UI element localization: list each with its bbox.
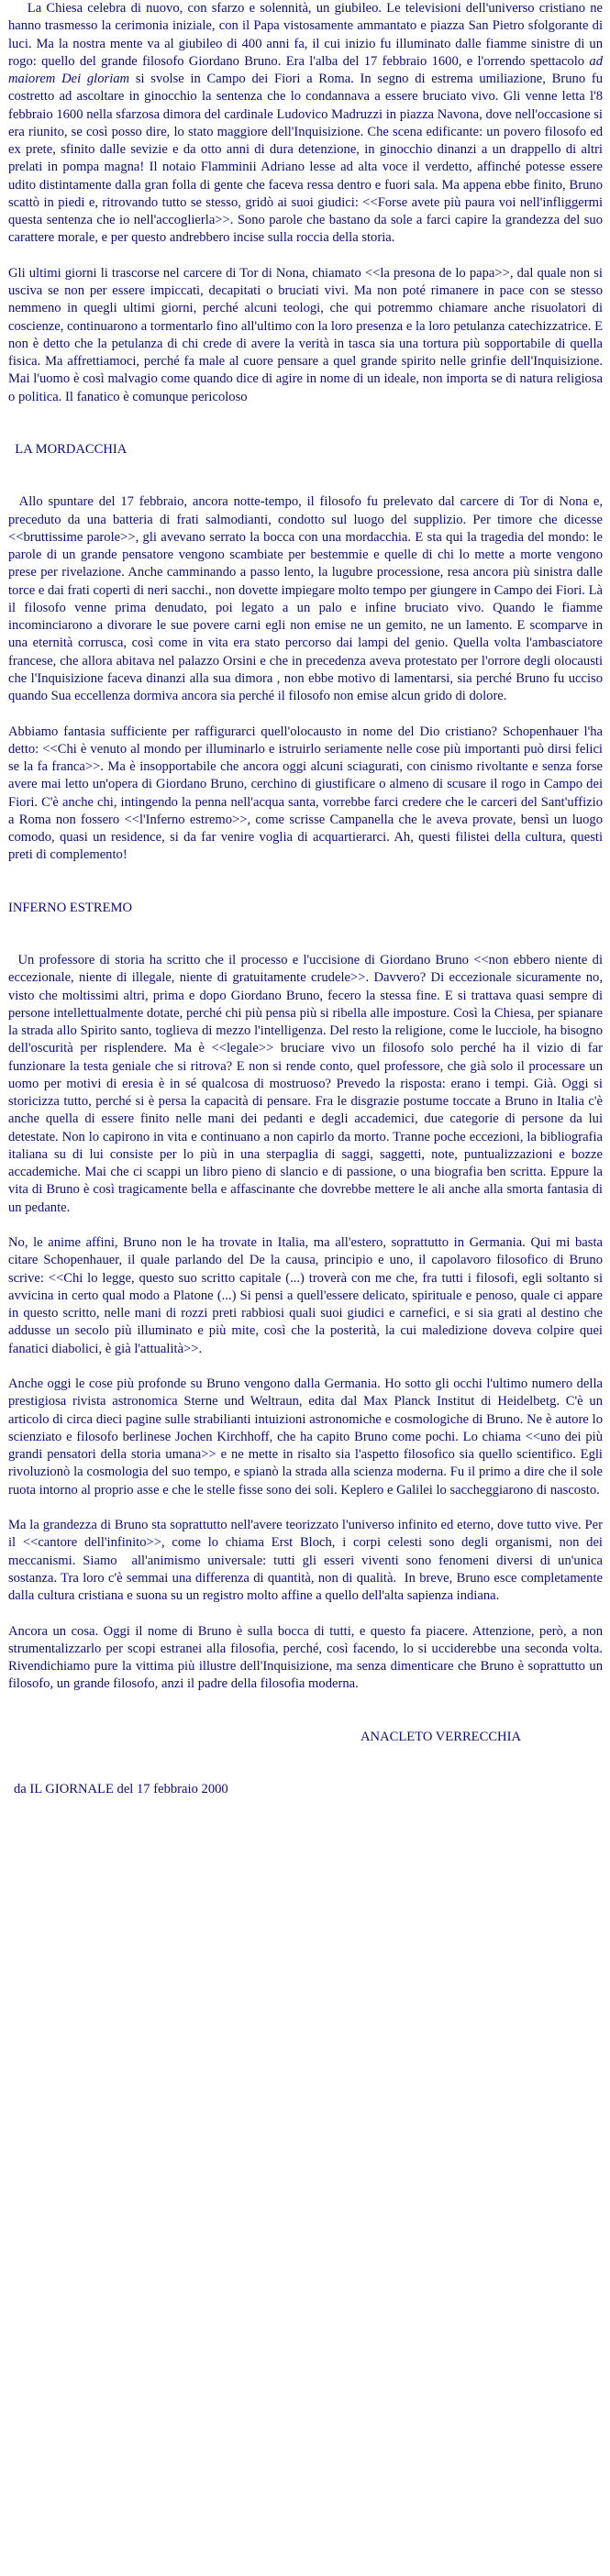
inferno-paragraph-4: Ma la grandezza di Bruno sta soprattutto nell'avere teorizzato l'universo infinito ed eterno, dove tutto vive. Per il <<cantore dell'infinito>>, come lo chiama Erst Bloch, i corpi celesti sono degli organismi, non dei meccanismi. Siamo all'animismo universale: tutti gli esseri viventi sono fenomeni diversi di un'unica sostanza. Tra loro c'è semmai una differenza di quantità, non di qualità. In breve, Bruno esce completamente dalla cultura cristiana e suona su un registro molto affine a quello dell'alta sapienza indiana. [8,1518,606,1603]
mordacchia-paragraph-1: Allo spuntare del 17 febbraio, ancora notte-tempo, il filosofo fu prelevato dal carcere di Tor di Nona e, preceduto da una batteria di frati salmodianti, condotto sul luogo del supplizio. Per timore che dicesse <<bruttissime parole>>, gli avevano serrato la bocca con una mordacchia. E sta qui la tragedia del mondo: le parole di un grande pensatore vengono scambiate per bestemmie e quelle di chi lo mette a morte vengono prese per rivelazione. Anche camminando a passo lento, la lugubre processione, resa ancora più sinistra dalle torce e dai frati coperti di neri sacchi., non dovette impiegare molto tempo per giungere in Campo dei Fiori. Là il filosofo venne prima denudato, poi legato a un palo e infine bruciato vivo. Quando le fiamme incominciarono a divorare le sue povere carni egli non emise ne un gemito, ne un lamento. E scomparve in una eternità corrusca, così come in vita era stato percorso dai lampi del genio. Quella volta l'ambasciatore francese, che allora abitava nel palazzo Orsini e che in precedenza aveva protestato per l'orrore degli olocausti che l'Inquisizione faceva dinanzi alla sua dimora , non ebbe motivo di lamentarsi, sia perché Bruno fu ucciso quando Sua eccellenza dormiva ancora sia perché il filosofo non emise alcun grido di dolore. [8,494,606,703]
section-heading-inferno-estremo: INFERNO ESTREMO [8,900,132,915]
mordacchia-paragraph-2: Abbiamo fantasia sufficiente per raffigurarci quell'olocausto in nome del Dio cristiano? Schopenhauer l'ha detto: <<Chi è venuto al mondo per illuminarlo e istruirlo seriamente nelle cose più importanti può dirsi felici se la fa franca>>. Ma è insopportabile che ancora oggi alcuni sciagurati, con cinismo rivoltante e senza forse avere mai letto un'opera di Giordano Bruno, cerchino di giustificare o almeno di scusare il rogo in Campo dei Fiori. C'è anche chi, intingendo la penna nell'acqua santa, vorrebbe farci credere che le carceri del Sant'uffizio a Roma non fossero <<l'Inferno estremo>>, come scrisse Campanella che le aveva provate, bensì un luogo comodo, quasi un residence, si da far venire voglia di acquartierarci. Ah, questi filistei della cultura, questi preti di complemento! [8,724,603,863]
inferno-paragraph-1: Un professore di storia ha scritto che il processo e l'uccisione di Giordano Bruno <<non ebbero niente di eccezionale, niente di illegale, niente di gratuitamente crudele>>. Davvero? Di eccezionale sicuramente no, visto che moltissimi altri, prima e dopo Giordano Bruno, fecero la stessa fine. E si trattava quasi sempre di persone intellettualmente dotate, perché chi più pensa più si ribella alle imposture. Così la Chiesa, per spianare la strada allo Spirito santo, toglieva di mezzo l'intelligenza. Del resto la religione, come le lucciole, ha bisogno dell'oscurità per risplendere. Ma è <<legale>> bruciare vivo un filosofo solo perché ha il vizio di far funzionare la testa geniale che si ritrova? E non si rende conto, quel professore, che già solo il processare un uomo per motivi di eresia è in sé qualcosa di mostruoso? Prevedo la risposta: erano i tempi. Già. Oggi si storicizza tutto, perché si è persa la capacità di pensare. Fra le disgrazie postume toccate a Bruno in Italia c'è anche quella di essere finito nelle mani dei pedanti e degli accademici, due categorie di persone da lui detestate. Non lo capirono in vita e continuano a non capirlo da morto. Tranne poche eccezioni, la bibliografia italiana su di lui consiste per lo più in una sterpaglia di saggi, saggetti, note, puntualizzazioni e bozze accademiche. Mai che ci scappi un libro pieno di slancio e di passione, o una biografia ben scritta. Eppure la vita di Bruno è così tragicamente bella e affascinante che dovrebbe mettere le ali anche alla smorta fantasia di un pedante. [8,953,606,1215]
inferno-paragraph-3: Anche oggi le cose più profonde su Bruno vengono dalla Germania. Ho sotto gli occhi l'ultimo numero della prestigiosa rivista astronomica Sterne und Weltraun, edita dal Max Planck Institut di Heidelbetg. C'è un articolo di circa dieci pagine sulle strabilianti intuizioni astronomiche e cosmologiche di Bruno. Ne è autore lo scienziato e filosofo berlinese Jochen Kirchhoff, che ha capito Bruno come pochi. Lo chiama <<uno dei più grandi pensatori della storia umana>> e ne mette in risalto sia l'aspetto filosofico sia quello scientifico. Egli rivoluzionò la cosmologia del suo tempo, e spianò la strada alla scienza moderna. Fu il primo a dire che il sole ruota intorno al proprio asse e che le stelle fisse sono dei soli. Keplero e Galilei lo saccheggiarono di nascosto. [8,1376,603,1498]
section-heading-mordacchia: LA MORDACCHIA [8,442,128,457]
intro-text-part-2: si svolse in Campo dei Fiori a Roma. In segno di estrema umiliazione, Bruno fu costretto ad ascoltare in ginocchio la sentenza che lo condannava a essere bruciato vivo. Gli venne letta l'8 febbraio 1600 nella sfarzosa dimora del cardinale Ludovico Madruzzi in piazza Navona, dove nell'occasione si era riunito, se così posso dire, lo stato maggiore dell'Inquisizione. Che scena edificante: un povero filosofo ed ex prete, sfinito dalle sevizie e da otto anni di dura detenzione, in ginocchio dinanzi a un drappello di altri prelati in pompa magna! Il notaio Flamminii Adriano lesse ad alta voce il verdetto, affinché potesse essere udito distintamente dalla gran folla di gente che faceva ressa dentro e fuori sala. Ma appena ebbe finito, Bruno scattò in piedi e, ritrovando tutto se stesso, gridò ai suoi giudici: <<Forse avete più paura voi nell'infliggermi questa sentenza che io nell'accoglierla>>. Sono parole che bastano da sole a farci capire la grandezza del suo carattere morale, e per questo andrebbero incise sulla roccia della storia. [8,72,606,246]
author-byline: ANACLETO VERRECCHIA [360,1729,521,1744]
intro-text-part-1: La Chiesa celebra di nuovo, con sfarzo e solennità, un giubileo. Le televisioni dell'universo cristiano ne hanno trasmesso la cerimonia iniziale, con il Papa vistosamente ammantato e piazza San Pietro sfolgorante di luci. Ma la nostra mente va al giubileo di 400 anni fa, il cui inizio fu illuminato dalle fiamme sinistre di un rogo: quello del grande filosofo Giordano Bruno. Era l'alba del 17 febbraio 1600, e l'orrendo spettacolo [8,1,606,69]
article [8,0,606,1798]
inferno-paragraph-5: Ancora un cosa. Oggi il nome di Bruno è sulla bocca di tutti, e questo fa piacere. Attenzione, però, a non strumentalizzarlo per scopi estranei alla filosofia, perché, così facendo, lo si ucciderebbe una seconda volta. Rivendichiamo pure la vittima più illustre dell'Inquisizione, ma senza dimenticare che Bruno è soprattutto un filosofo, un grande filosofo, anzi il padre della filosofia moderna. [8,1623,603,1692]
intro-italic-phrase: ad maiorem Dei gloriam [8,53,606,86]
source-line: da IL GIORNALE del 17 febbraio 2000 [14,1782,228,1797]
intro-paragraph-2: Gli ultimi giorni li trascorse nel carcere di Tor di Nona, chiamato <<la presona de lo papa>>, dal quale non si usciva se non per essere impiccati, decapitati o bruciati vivi. Ma non poté rimanere in pace con se stesso nemmeno in quegli ultimi giorni, perché alcuni teologi, che qui potremmo chiamare anche risuolatori di coscienze, continuarono a tormentarlo fino all'ultimo con la loro presenza e la loro petulanza catechizzatrice. E non è detto che la petulanza di chi crede di avere la verità in tasca sia una tortura più sopportabile di quella fisica. Ma affrettiamoci, perché fa male al cuore pensare a quel grande spirito nelle grinfie dell'Inquisizione. Mai l'uomo è così malvagio come quando dice di agire in nome di un ideale, non importa se di natura religiosa o politica. Il fanatico è comunque pericoloso [8,265,603,404]
intro-paragraph-1 [8,0,606,248]
inferno-paragraph-2: No, le anime affini, Bruno non le ha trovate in Italia, ma all'estero, soprattutto in Germania. Qui mi basta citare Schopenhauer, il quale parlando del De la causa, principio e uno, il capolavoro filosofico di Bruno scrive: <<Chi lo legge, questo suo scritto capitale (...) troverà con me che, fra tutti i filosofi, egli soltanto si avvicina in certo qual modo a Platone (...) Si pensi a quell'essere delicato, spirituale e penoso, quale ci appare in questo scritto, nelle mani di rozzi preti rabbiosi quali suoi giudici e carnefici, e si sia grati al destino che addusse un secolo più illuminato e più mite, così che la posterità, la cui maledizione doveva colpire quei fanatici diabolici, è già l'attualità>>. [8,1235,603,1356]
